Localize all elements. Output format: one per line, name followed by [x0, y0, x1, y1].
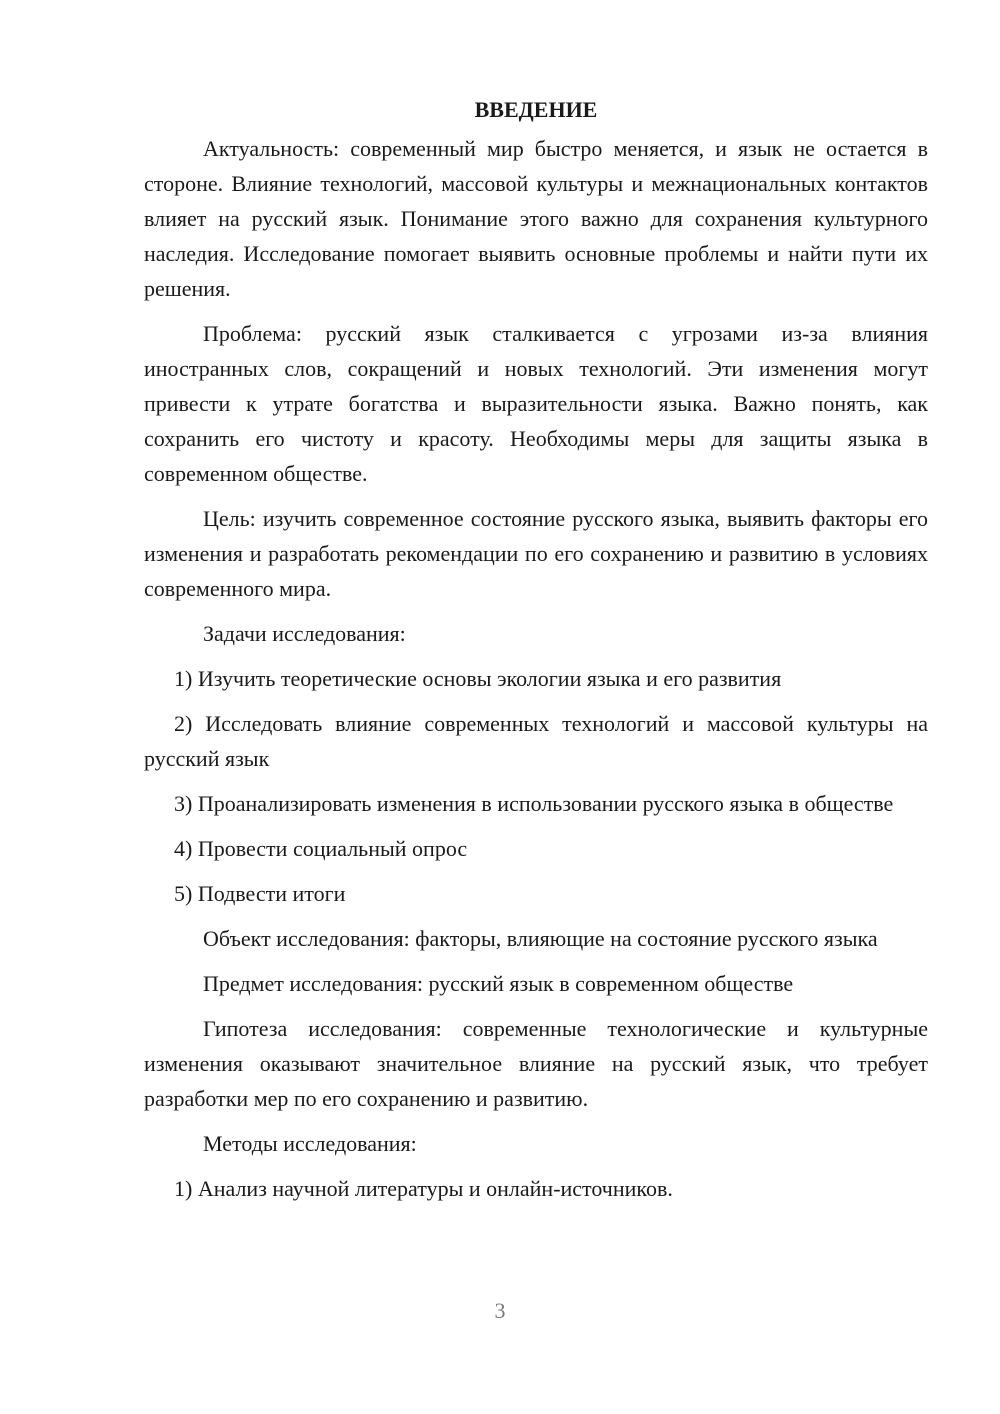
- goal-paragraph: Цель: изучить современное состояние русского языка, выявить факторы его изменения и разработать рекомендации по его сохранению и развитию в условиях современного мира.: [144, 506, 928, 601]
- task-item: 4) Провести социальный опрос: [174, 836, 468, 861]
- hypothesis-paragraph: Гипотеза исследования: современные технологические и культурные изменения оказывают значительное влияние на русский язык, что требует разработки мер по его сохранению и развитию.: [144, 1016, 928, 1111]
- task-item: 1) Изучить теоретические основы экологии языка и его развития: [174, 666, 782, 691]
- object-paragraph: Объект исследования: факторы, влияющие на состояние русского языка: [203, 926, 878, 951]
- tasks-heading: Задачи исследования:: [203, 621, 406, 646]
- relevance-paragraph: Актуальность: современный мир быстро меняется, и язык не остается в стороне. Влияние технологий, массовой культуры и межнациональных контактов влияет на русский язык. Понимание этого важно для сохранения культурного наследия. Исследование помогает выявить основные проблемы и найти пути их решения.: [144, 136, 928, 301]
- task-item: 2) Исследовать влияние современных технологий и массовой культуры на русский язык: [144, 711, 928, 771]
- subject-paragraph: Предмет исследования: русский язык в современном обществе: [203, 971, 794, 996]
- methods-heading: Методы исследования:: [203, 1131, 417, 1156]
- problem-paragraph: Проблема: русский язык сталкивается с угрозами из-за влияния иностранных слов, сокращений и новых технологий. Эти изменения могут привести к утрате богатства и выразительности языка. Важно понять, как сохранить его чистоту и красоту. Необходимы меры для защиты языка в современном обществе.: [144, 321, 928, 486]
- task-item: 3) Проанализировать изменения в использовании русского языка в обществе: [174, 791, 894, 816]
- task-item: 5) Подвести итоги: [174, 881, 346, 906]
- method-item: 1) Анализ научной литературы и онлайн-источников.: [174, 1176, 673, 1201]
- page-number: 3: [494, 1298, 506, 1323]
- page-content: [144, 92, 928, 1216]
- page-title: ВВЕДЕНИЕ: [474, 97, 598, 122]
